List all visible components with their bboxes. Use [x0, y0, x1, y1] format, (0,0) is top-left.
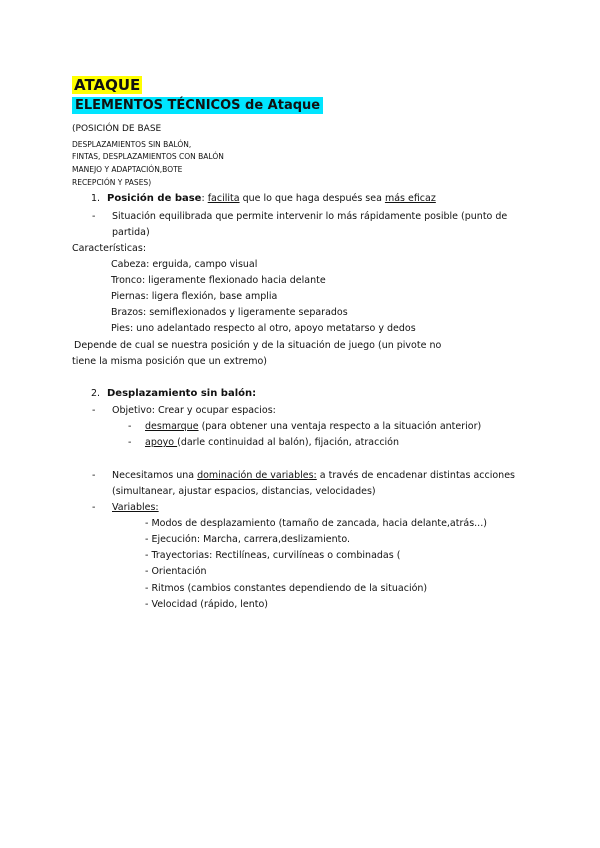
bullet: -	[92, 470, 96, 481]
depende-text: Depende de cual se nuestra posición y de la situación de juego (un pivote no	[74, 340, 442, 351]
objetivo-text: Objetivo: Crear y ocupar espacios:	[112, 405, 276, 416]
necesitamos-line	[112, 470, 515, 482]
bullet: -	[128, 421, 132, 432]
bullet: -	[92, 211, 96, 222]
section1-rest: que lo que haga después sea	[239, 193, 385, 204]
mas-eficaz-text: más eficaz	[384, 193, 436, 204]
section1-heading-line	[107, 193, 436, 205]
section1-sep: :	[201, 193, 208, 204]
variable-item: - Trayectorias: Rectilíneas, curvilíneas o combinadas (	[145, 550, 401, 561]
index-line: (POSICIÓN DE BASE	[72, 124, 162, 134]
section2-heading: Desplazamiento sin balón:	[107, 388, 257, 399]
caracteristica-item: Cabeza: erguida, campo visual	[111, 259, 258, 270]
caracteristica-item: Pies: uno adelantado respecto al otro, apoyo metatarso y dedos	[111, 323, 416, 334]
necesitamos-line2: (simultanear, ajustar espacios, distancias, velocidades)	[112, 486, 376, 497]
caracteristica-item: Tronco: ligeramente flexionado hacia delante	[111, 275, 326, 286]
index-line: DESPLAZAMIENTOS SIN BALÓN,	[72, 140, 192, 149]
necesitamos-b: a través de encadenar distintas acciones	[316, 470, 516, 481]
caracteristicas-label: Características:	[72, 243, 147, 254]
section1-number: 1.	[91, 193, 101, 204]
caracteristica-item: Brazos: semiflexionados y ligeramente separados	[111, 307, 348, 318]
bullet: -	[128, 437, 132, 448]
dominacion-text: dominación de variables:	[197, 470, 317, 481]
desmarque-text: desmarque	[145, 421, 199, 432]
desmarque-line	[145, 421, 481, 433]
apoyo-rest: (darle continuidad al balón), fijación, atracción	[177, 437, 400, 448]
apoyo-line	[145, 437, 399, 449]
apoyo-text: apoyo	[145, 437, 178, 448]
section2-number: 2.	[91, 388, 101, 399]
variable-item: - Ejecución: Marcha, carrera,deslizamiento.	[145, 534, 351, 545]
facilita-text: facilita	[207, 193, 240, 204]
desmarque-rest: (para obtener una ventaja respecto a la situación anterior)	[198, 421, 482, 432]
necesitamos-a: Necesitamos una	[112, 470, 198, 481]
bullet: -	[92, 405, 96, 416]
section1-desc: Situación equilibrada que permite intervenir lo más rápidamente posible (punto de	[112, 211, 508, 222]
variable-item: - Ritmos (cambios constantes dependiendo de la situación)	[145, 583, 428, 594]
depende-text: tiene la misma posición que un extremo)	[72, 356, 267, 367]
variables-label: Variables:	[112, 502, 159, 513]
section1-heading: Posición de base	[107, 193, 202, 204]
index-line: MANEJO Y ADAPTACIÓN,BOTE	[72, 165, 183, 174]
index-line: FINTAS, DESPLAZAMIENTOS CON BALÓN	[72, 152, 224, 161]
variable-item: - Orientación	[145, 566, 207, 577]
bullet: -	[92, 502, 96, 513]
document-subtitle: ELEMENTOS TÉCNICOS de Ataque	[72, 97, 323, 114]
variable-item: - Velocidad (rápido, lento)	[145, 599, 269, 610]
variable-item: - Modos de desplazamiento (tamaño de zancada, hacia delante,atrás...)	[145, 518, 487, 529]
section1-desc: partida)	[112, 227, 150, 238]
index-line: RECEPCIÓN Y PASES)	[72, 178, 152, 187]
document-title: ATAQUE	[74, 76, 141, 94]
caracteristica-item: Piernas: ligera flexión, base amplia	[111, 291, 278, 302]
